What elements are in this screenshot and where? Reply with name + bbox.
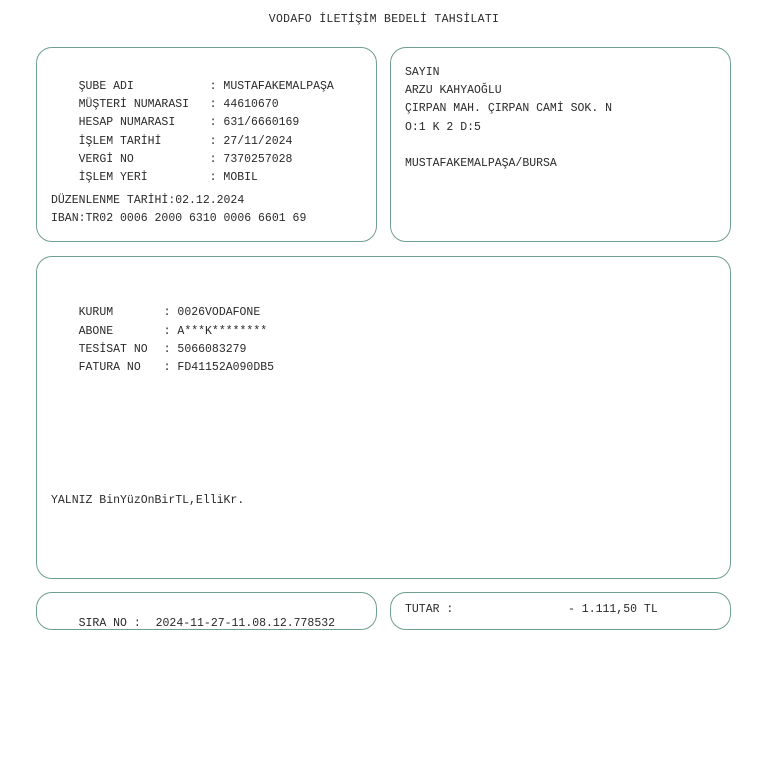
document-title: VODAFO İLETİŞİM BEDELİ TAHSİLATI [268, 13, 500, 26]
address-line-1: ÇIRPAN MAH. ÇIRPAN CAMİ SOK. N [405, 102, 613, 115]
subscriber-value: : A***K******** [163, 325, 268, 338]
sequence-number-row [51, 603, 336, 630]
address-line-2: O:1 K 2 D:5 [405, 121, 481, 134]
tax-number-value: : 7370257028 [209, 153, 293, 166]
transaction-date-row [51, 121, 293, 148]
invoice-number-row [51, 347, 275, 374]
tax-number-label: VERGİ NO [78, 153, 134, 166]
total-amount-box [390, 592, 731, 630]
sequence-number-label: SIRA NO : [78, 617, 141, 630]
subscriber-label: ABONE [78, 325, 114, 338]
branch-name-value: : MUSTAFAKEMALPAŞA [209, 80, 334, 93]
customer-number-row [51, 84, 279, 111]
recipient-address-box [390, 47, 731, 242]
sequence-number-value: 2024-11-27-11.08.12.778532 [155, 617, 336, 630]
transaction-date-label: İŞLEM TARİHİ [78, 135, 162, 148]
institution-row [51, 292, 261, 319]
subscriber-row [51, 311, 268, 338]
account-number-label: HESAP NUMARASI [78, 116, 176, 129]
transaction-place-value: : MOBIL [209, 171, 258, 184]
customer-number-label: MÜŞTERİ NUMARASI [78, 98, 190, 111]
iban: IBAN:TR02 0006 2000 6310 0006 6601 69 [51, 212, 307, 225]
transaction-date-value: : 27/11/2024 [209, 135, 293, 148]
account-number-row [51, 102, 300, 129]
branch-info-box [36, 47, 377, 242]
transaction-place-row [51, 157, 258, 184]
branch-name-label: ŞUBE ADI [78, 80, 134, 93]
invoice-number-value: : FD41152A090DB5 [163, 361, 275, 374]
amount-in-words: YALNIZ BinYüzOnBirTL,ElliKr. [51, 494, 245, 507]
branch-name-row [51, 66, 334, 93]
installation-number-value: : 5066083279 [163, 343, 247, 356]
customer-number-value: : 44610670 [209, 98, 279, 111]
sequence-number-box [36, 592, 377, 630]
institution-value: : 0026VODAFONE [163, 306, 261, 319]
installation-number-label: TESİSAT NO [78, 343, 148, 356]
transaction-place-label: İŞLEM YERİ [78, 171, 148, 184]
recipient-name: ARZU KAHYAOĞLU [405, 84, 502, 97]
installation-number-row [51, 329, 247, 356]
payment-details-box [36, 256, 731, 579]
salutation: SAYIN [405, 66, 440, 79]
institution-label: KURUM [78, 306, 114, 319]
account-number-value: : 631/6660169 [209, 116, 300, 129]
city: MUSTAFAKEMALPAŞA/BURSA [405, 157, 557, 170]
tax-number-row [51, 139, 293, 166]
issue-date: DÜZENLENME TARİHİ:02.12.2024 [51, 194, 245, 207]
total-label: TUTAR : [405, 603, 454, 616]
invoice-number-label: FATURA NO [78, 361, 141, 374]
total-value: - 1.111,50 TL [568, 603, 658, 616]
